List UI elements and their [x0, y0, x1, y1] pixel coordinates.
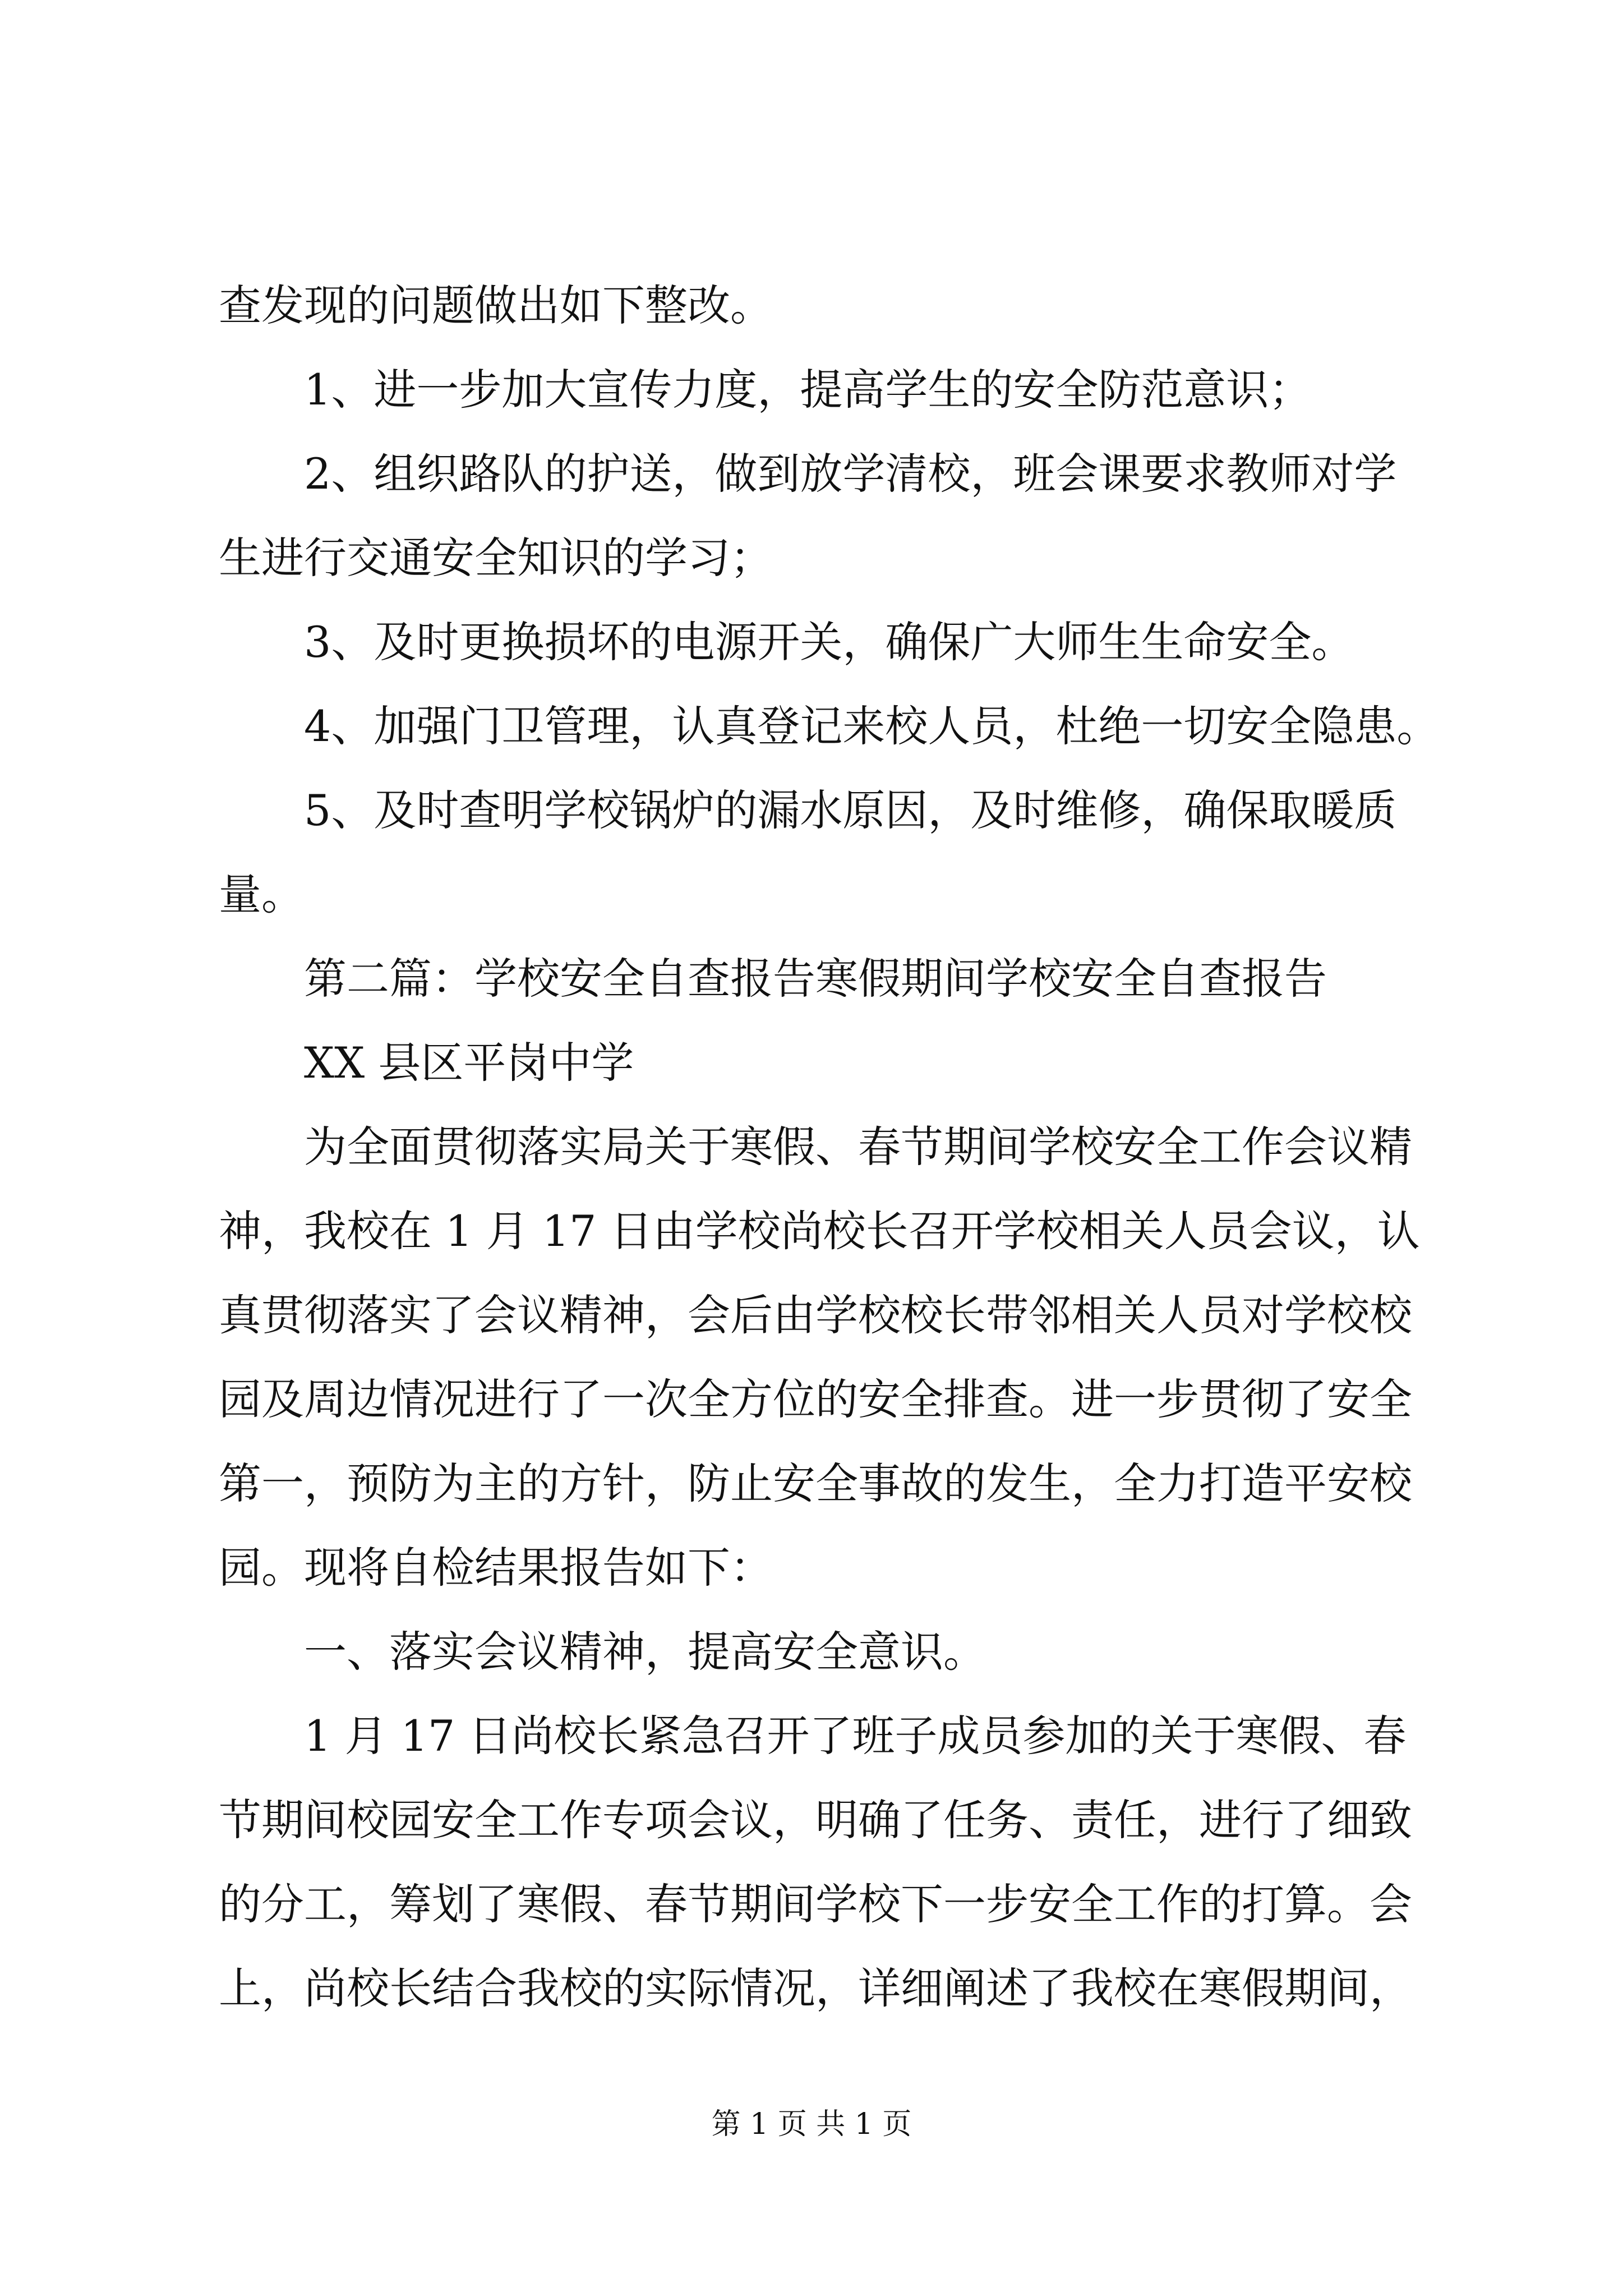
page-footer: 第 1 页 共 1 页	[711, 2108, 912, 2141]
text-line: 真贯彻落实了会议精神，会后由学校校长带邻相关人员对学校校	[219, 1290, 1412, 1340]
text-line: 量。	[219, 869, 304, 919]
text-line: 1、进一步加大宣传力度，提高学生的安全防范意识；	[304, 365, 1312, 415]
text-line: 神，我校在 1 月 17 日由学校尚校长召开学校相关人员会议，认	[219, 1206, 1420, 1256]
text-line: 为全面贯彻落实局关于寒假、春节期间学校安全工作会议精	[304, 1122, 1412, 1172]
text-line: 3、及时更换损坏的电源开关，确保广大师生生命安全。	[304, 617, 1354, 667]
text-line: 第一，预防为主的方针，防止安全事故的发生，全力打造平安校	[219, 1458, 1412, 1508]
text-line: 节期间校园安全工作专项会议，明确了任务、责任，进行了细致	[219, 1795, 1412, 1845]
text-line: 生进行交通安全知识的学习；	[219, 533, 773, 583]
text-line: 5、及时查明学校锅炉的漏水原因，及时维修，确保取暖质	[304, 785, 1397, 835]
text-line: 上，尚校长结合我校的实际情况，详细阐述了我校在寒假期间，	[219, 1963, 1412, 2013]
text-line: 2、组织路队的护送，做到放学清校，班会课要求教师对学	[304, 449, 1397, 499]
section-heading: 第二篇：学校安全自查报告寒假期间学校安全自查报告	[304, 954, 1327, 1004]
text-line: 查发现的问题做出如下整改。	[219, 280, 773, 330]
document-body	[219, 264, 1440, 2031]
subsection-heading: 一、落实会议精神，提高安全意识。	[304, 1627, 986, 1677]
text-line: 4、加强门卫管理，认真登记来校人员，杜绝一切安全隐患。	[304, 701, 1440, 751]
text-line: 的分工，筹划了寒假、春节期间学校下一步安全工作的打算。会	[219, 1879, 1412, 1929]
text-line: 1 月 17 日尚校长紧急召开了班子成员参加的关于寒假、春	[304, 1711, 1407, 1761]
text-line: 园及周边情况进行了一次全方位的安全排查。进一步贯彻了安全	[219, 1374, 1412, 1424]
school-name: XX 县区平岗中学	[304, 1038, 634, 1088]
text-line: 园。现将自检结果报告如下：	[219, 1543, 773, 1593]
